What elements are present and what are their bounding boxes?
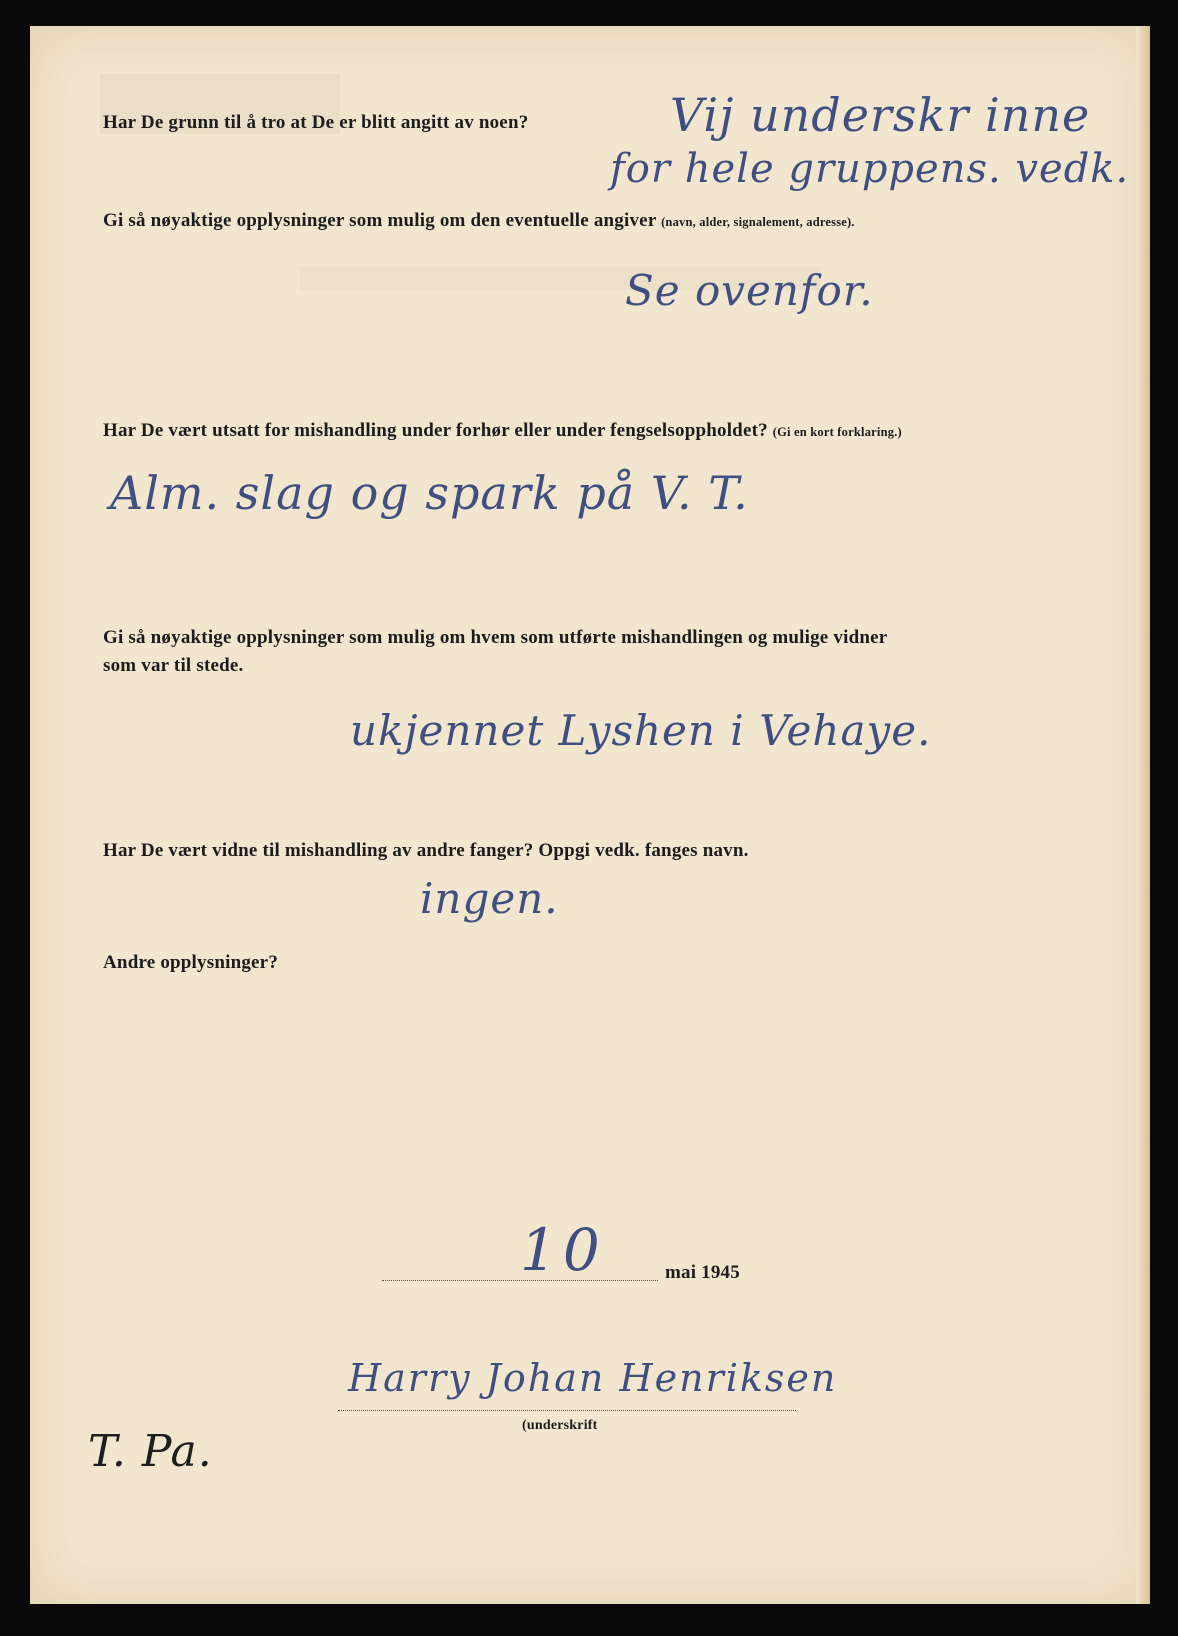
question-witness: Har De vært vidne til mishandling av andre fanger? Oppgi vedk. fanges navn. <box>103 840 749 861</box>
page-edge-shadow <box>1136 26 1150 1604</box>
question-other-info: Andre opplysninger? <box>103 952 279 973</box>
question-perpetrators-line1: Gi så nøyaktige opplysninger som mulig om hvem som utførte mishandlingen og mulige vidner <box>103 627 888 648</box>
signature-label: (underskrift <box>522 1418 598 1433</box>
question-denounced: Har De grunn til å tro at De er blitt angitt av noen? <box>103 112 529 133</box>
question-informer-note: (navn, alder, signalement, adresse). <box>661 215 855 229</box>
answer-perpetrators: ukjennet Lyshen i Vehaye. <box>350 706 932 755</box>
signature: Harry Johan Henriksen <box>348 1356 838 1400</box>
date-month-year: mai 1945 <box>665 1262 740 1283</box>
date-day: 10 <box>520 1216 606 1284</box>
question-informer-text: Gi så nøyaktige opplysninger som mulig om den eventuelle angiver <box>103 210 657 231</box>
document-page <box>30 26 1150 1604</box>
answer-denounced-line2: for hele gruppens. vedk. <box>610 146 1130 192</box>
answer-mistreatment: Alm. slag og spark på V. T. <box>110 466 749 520</box>
answer-witness: ingen. <box>420 874 559 923</box>
question-mistreatment <box>103 420 902 442</box>
answer-denounced-line1: Vij underskr inne <box>670 88 1091 142</box>
question-mistreatment-text: Har De vært utsatt for mishandling under forhør eller under fengselsoppholdet? <box>103 420 768 441</box>
question-informer-details <box>103 210 855 232</box>
question-perpetrators-line2: som var til stede. <box>103 655 244 676</box>
answer-informer: Se ovenfor. <box>625 266 874 315</box>
signature-dotted-line <box>338 1410 796 1411</box>
question-mistreatment-note: (Gi en kort forklaring.) <box>772 425 902 439</box>
initials: T. Pa. <box>88 1426 213 1477</box>
